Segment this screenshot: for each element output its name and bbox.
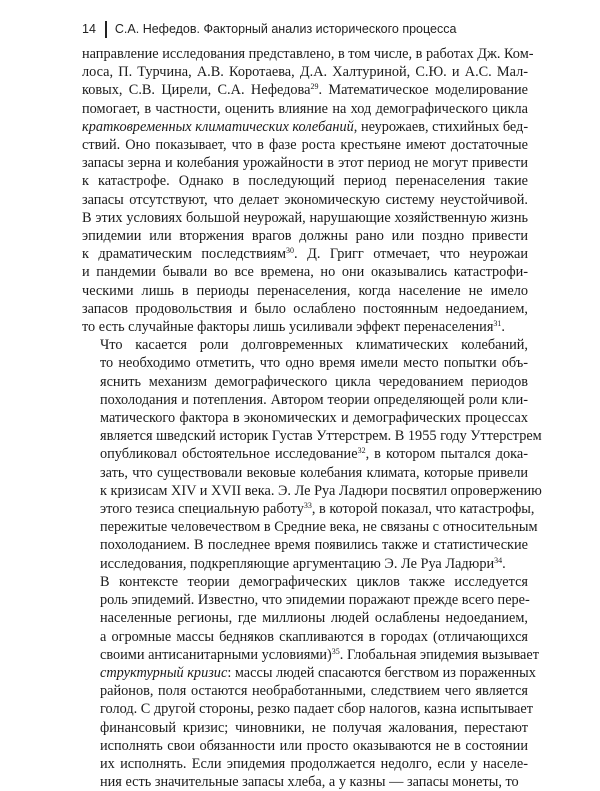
footnote-ref: 35 xyxy=(331,646,340,656)
running-title: С.А. Нефедов. Факторный анализ исторического процесса xyxy=(114,22,457,36)
text-line: голод. С другой стороны, резко падает сбор налогов, казна испытывает xyxy=(100,701,533,718)
text-line: исполнять свои обязанности или просто оказываются не в состоянии xyxy=(100,737,528,754)
text-line: исследования, подкрепляющие аргументацию Э. Ле Руа Ладюри$^{34}$. xyxy=(100,555,506,572)
text-line: ческими лишь в периоды перенаселения, когда население не имело xyxy=(82,282,528,299)
text-line: В контексте теории демографических циклов также исследуется xyxy=(100,573,528,590)
text-line: похолоданием. В последнее время появились также и статистические xyxy=(100,537,528,554)
running-header xyxy=(82,16,532,42)
text-line: пережитые человечеством в Средние века, не связаны с относительным xyxy=(100,519,538,536)
text-line: и пандемии бывали во все времена, но они оказывались катастрофи- xyxy=(82,264,528,281)
paragraph-1 xyxy=(82,45,534,336)
emphasis: кратковременных климатических колебаний xyxy=(82,118,354,135)
footnote-ref: 29 xyxy=(310,82,319,92)
text-line: этого тезиса специальную работу$^{33}$, в которой показал, что катастрофы, xyxy=(100,501,535,518)
text-line: структурный кризис: массы людей спасаются бегством из пораженных xyxy=(100,664,536,681)
header-divider xyxy=(105,21,107,38)
footnote-ref: 32 xyxy=(357,446,366,456)
text-line: зать, что существовали вековые колебания климата, которые привели xyxy=(100,464,528,481)
text-line: а огромные массы бедняков скапливаются в городах (отличающихся xyxy=(100,628,528,645)
text-line: к кризисам XIV и XVII века. Э. Ле Руа Ладюри посвятил опровержению xyxy=(100,482,542,499)
page-number: 14 xyxy=(82,22,96,36)
text-line: ния есть значительные запасы хлеба, а у казны — запасы монеты, то xyxy=(100,774,519,791)
text-line: к катастрофе. Однако в последующий период перенаселения такие xyxy=(82,173,528,190)
text-line: направление исследования представлено, в том числе, в работах Дж. Ком- xyxy=(82,46,534,62)
text-line: матического фактора в экономических и демографических процессах xyxy=(100,410,528,427)
text-line: похолодания и потепления. Автором теории определяющей роли кли- xyxy=(100,391,528,408)
footnote-ref: 30 xyxy=(286,246,295,256)
text-line: является шведский историк Густав Уттерстрем. В 1955 году Уттерстрем xyxy=(100,428,542,445)
text-line: яснить механизм демографического цикла чередованием периодов xyxy=(100,373,528,390)
text-line: кратковременных климатических колебаний, неурожаев, стихийных бед- xyxy=(82,118,529,135)
text-line: то есть случайные факторы лишь усиливали эффект перенаселения$^{31}$. xyxy=(82,319,505,336)
text-line: своими антисанитарными условиями)$^{35}$. Глобальная эпидемия вызывает xyxy=(100,646,539,663)
text-line: лоса, П. Турчина, А.В. Коротаева, Д.А. Халтуриной, С.Ю. и А.С. Мал- xyxy=(82,64,528,81)
body-text xyxy=(82,45,542,791)
text-line: Что касается роли долговременных климатических колебаний, xyxy=(100,337,528,354)
footnote-ref: 33 xyxy=(303,501,312,511)
text-line: В этих условиях большой неурожай, нарушающие хозяйственную жизнь xyxy=(82,209,528,226)
text-line: роль эпидемий. Известно, что эпидемии поражают прежде всего пере- xyxy=(100,592,530,609)
text-line: их исполнять. Если эпидемия продолжается недолго, если у населе- xyxy=(100,755,528,772)
paragraph-2 xyxy=(82,336,542,573)
emphasis: структурный кризис xyxy=(100,664,228,681)
text-line: то необходимо отметить, что одно время имели место попытки объ- xyxy=(100,355,528,372)
text-line: помогает, в частности, оценить влияние на ход демографического цикла xyxy=(82,100,528,117)
footnote-ref: 31 xyxy=(493,319,502,329)
text-line: эпидемии или вторжения врагов должны рано или поздно привести xyxy=(82,228,528,245)
text-line: запасы зерна и колебания урожайности в этот период не могут привести xyxy=(82,155,528,172)
footnote-ref: 34 xyxy=(494,555,503,565)
text-line: районов, поля остаются необработанными, следствием чего является xyxy=(100,683,528,700)
text-line: запасы отсутствуют, что делает экономическую систему неустойчивой. xyxy=(82,191,528,208)
text-line: ствий. Оно показывает, что в фазе роста крестьяне имеют достаточные xyxy=(82,137,528,154)
text-line: запасов продовольствия и было ослаблено постоянным недоеданием, xyxy=(82,300,528,317)
text-line: ковых, С.В. Цирели, С.А. Нефедова$^{29}$. Математическое моделирование xyxy=(82,82,528,99)
text-line: населенные регионы, где миллионы людей ослаблены недоеданием, xyxy=(100,610,528,627)
paragraph-3 xyxy=(82,573,539,791)
text-line: к драматическим последствиям$^{30}$. Д. Григг отмечает, что неурожаи xyxy=(82,246,528,263)
text-line: опубликовал обстоятельное исследование$^{32}$, в котором пытался дока- xyxy=(100,446,529,463)
text-line: финансовый кризис; чиновники, не получая жалования, перестают xyxy=(100,719,528,736)
